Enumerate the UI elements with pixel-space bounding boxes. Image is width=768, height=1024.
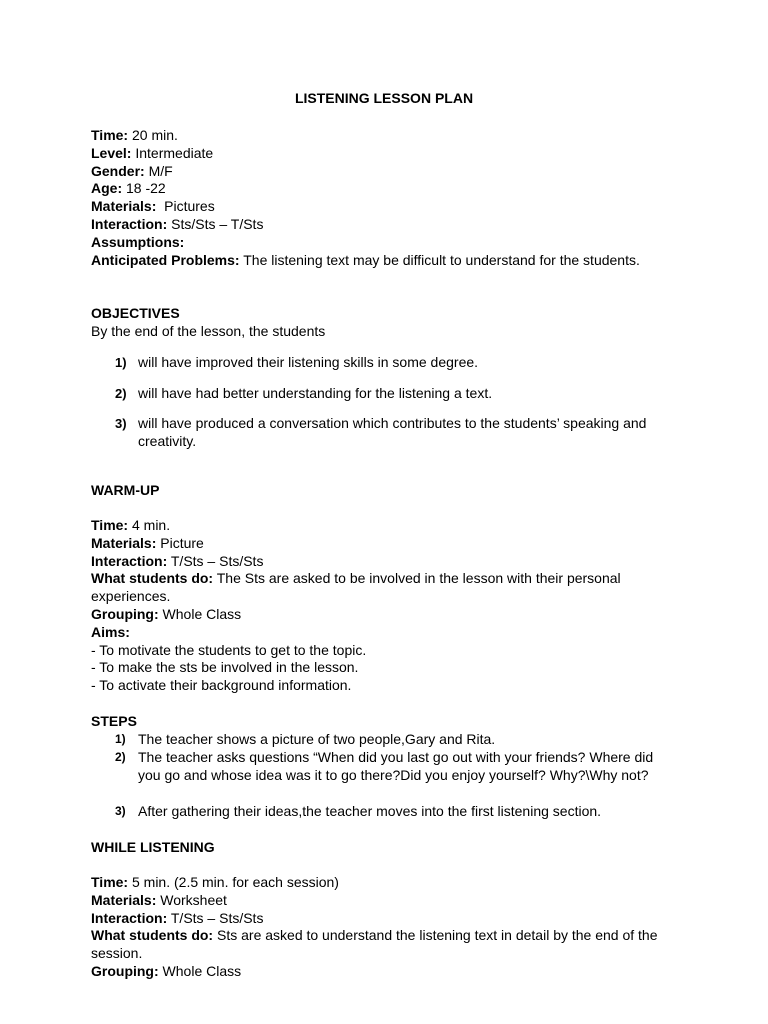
gender-label: Gender: — [91, 162, 145, 179]
list-number: 2) — [115, 750, 126, 764]
materials-row — [91, 198, 691, 216]
materials-label: Materials: — [91, 534, 157, 551]
step-item — [115, 749, 685, 785]
warmup-what-row — [91, 570, 651, 606]
problems-value: The listening text may be difficult to understand for the students. — [239, 251, 640, 268]
what-students-do-value: Sts are asked to understand the listening text in detail by the end of the session. — [91, 927, 658, 962]
materials-label: Materials: — [91, 891, 157, 908]
lesson-info — [91, 127, 691, 269]
objective-text: will have had better understanding for the listening a text. — [138, 385, 493, 401]
objectives-section — [91, 305, 691, 341]
gender-row — [91, 163, 691, 181]
while-what-row — [91, 927, 691, 963]
warmup-materials-row — [91, 535, 691, 553]
interaction-label: Interaction: — [91, 552, 168, 569]
gender-value: M/F — [144, 162, 173, 179]
age-row — [91, 180, 691, 198]
objective-text: will have produced a conversation which contributes to the students’ speaking and creativity. — [138, 415, 647, 449]
list-number: 3) — [115, 804, 126, 818]
interaction-label: Interaction: — [91, 909, 168, 926]
step-item — [115, 731, 685, 749]
while-listening-heading: WHILE LISTENING — [91, 839, 215, 855]
time-value: 20 min. — [128, 127, 178, 143]
aim-item: - To make the sts be involved in the lesson. — [91, 659, 359, 676]
while-grouping-row — [91, 963, 691, 981]
assumptions-row — [91, 234, 691, 252]
objective-text: will have improved their listening skills in some degree. — [138, 354, 479, 370]
list-number: 1) — [115, 355, 127, 370]
grouping-label: Grouping: — [91, 962, 159, 979]
objective-item — [115, 385, 685, 403]
level-label: Level: — [91, 144, 132, 161]
problems-label: Anticipated Problems: — [91, 251, 240, 268]
time-label: Time: — [91, 874, 129, 890]
list-number: 1) — [115, 732, 126, 746]
age-label: Age: — [91, 180, 123, 197]
list-number: 3) — [115, 416, 127, 431]
interaction-value: T/Sts – Sts/Sts — [167, 909, 264, 926]
grouping-value: Whole Class — [158, 605, 242, 622]
what-students-do-label: What students do: — [91, 927, 214, 944]
interaction-value: T/Sts – Sts/Sts — [167, 552, 264, 569]
what-students-do-value: The Sts are asked to be involved in the lesson with their personal experiences. — [91, 570, 621, 605]
age-value: 18 -22 — [122, 180, 166, 197]
grouping-label: Grouping: — [91, 605, 159, 622]
warmup-time-row — [91, 517, 691, 535]
interaction-value: Sts/Sts – T/Sts — [167, 215, 264, 232]
warmup-details — [91, 517, 691, 695]
objectives-intro: By the end of the lesson, the students — [91, 322, 326, 339]
interaction-row — [91, 216, 691, 234]
aim-item: - To motivate the students to get to the topic. — [91, 641, 367, 658]
time-row — [91, 127, 691, 145]
while-materials-row — [91, 892, 691, 910]
level-value: Intermediate — [131, 144, 214, 161]
step-text: The teacher asks questions “When did you last go out with your friends? Where did you go and whose idea was it to go there?Did you enjoy yourself? Why?\Why not? — [138, 749, 654, 783]
objectives-heading: OBJECTIVES — [91, 305, 180, 321]
what-students-do-label: What students do: — [91, 570, 214, 587]
materials-label: Materials: — [91, 198, 157, 215]
steps-heading: STEPS — [91, 713, 137, 729]
warmup-interaction-row — [91, 553, 691, 571]
while-listening-details — [91, 874, 691, 981]
while-interaction-row — [91, 910, 691, 928]
document-title: LISTENING LESSON PLAN — [294, 90, 474, 106]
interaction-label: Interaction: — [91, 215, 168, 232]
aims-label: Aims: — [91, 623, 130, 640]
objective-item — [115, 415, 685, 451]
aim-item: - To activate their background information. — [91, 677, 352, 694]
step-text: After gathering their ideas,the teacher moves into the first listening section. — [138, 803, 602, 819]
time-label: Time: — [91, 127, 129, 143]
level-row — [91, 145, 691, 163]
objective-item — [115, 354, 685, 372]
steps-section — [91, 713, 691, 731]
while-time-row — [91, 874, 691, 892]
list-number: 2) — [115, 386, 127, 401]
step-item — [115, 803, 685, 821]
warmup-aims-row — [91, 624, 691, 642]
step-text: The teacher shows a picture of two people,Gary and Rita. — [138, 731, 496, 747]
warmup-section — [91, 482, 691, 500]
materials-value: Pictures — [156, 198, 215, 215]
time-label: Time: — [91, 517, 129, 533]
grouping-value: Whole Class — [158, 962, 242, 979]
time-value: 5 min. (2.5 min. for each session) — [128, 874, 339, 890]
while-listening-section — [91, 839, 691, 857]
materials-value: Worksheet — [156, 891, 227, 908]
warmup-grouping-row — [91, 606, 691, 624]
time-value: 4 min. — [128, 517, 171, 533]
materials-value: Picture — [156, 534, 204, 551]
problems-row — [91, 252, 651, 270]
assumptions-label: Assumptions: — [91, 233, 185, 250]
warmup-heading: WARM-UP — [91, 482, 160, 498]
